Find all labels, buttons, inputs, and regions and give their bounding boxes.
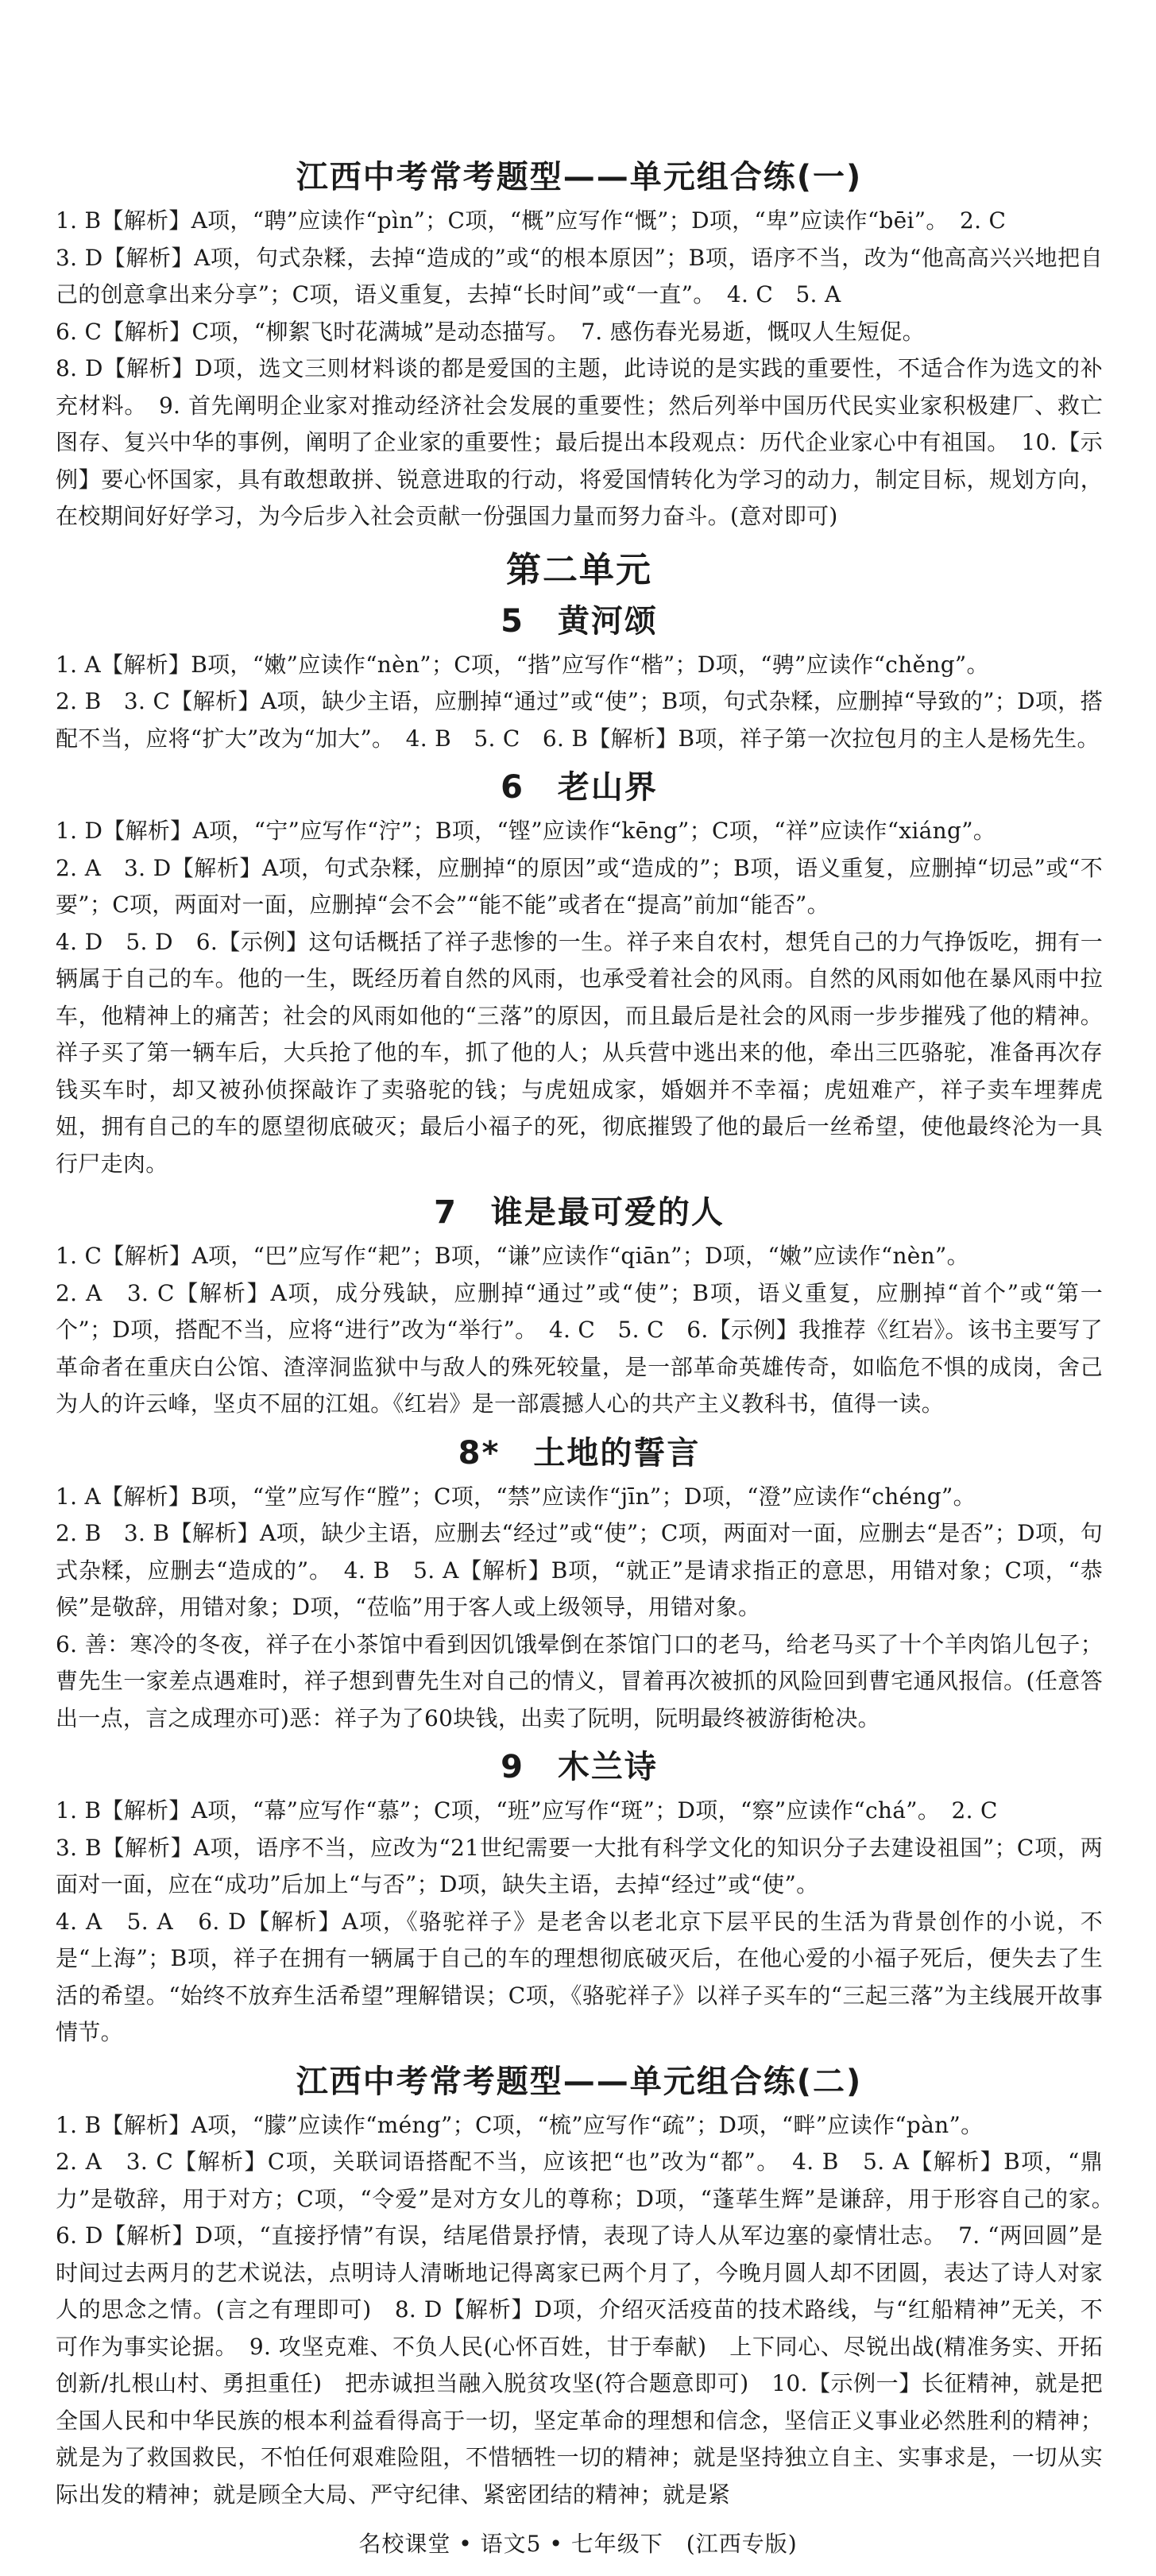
section-title: 9 木兰诗: [501, 1749, 658, 1785]
answer-section: [56, 1192, 1103, 1423]
answer-paragraph: 1. D【解析】A项，“宁”应写作“泞”；B项，“铿”应读作“kēng”；C项，“祥”应读作“xiáng”。: [56, 818, 996, 844]
answer-paragraph: 1. B【解析】A项，“聘”应读作“pìn”；C项，“概”应写作“慨”；D项，“卑”应读作“bēi”。 2. C: [56, 207, 1007, 234]
answer-paragraph: 2. B 3. B【解析】A项，缺少主语，应删去“经过”或“使”；C项，两面对一面，应删去“是否”；D项，句式杂糅，应删去“造成的”。 4. B 5. A【解析】B项，“就正”是请求指正的意思，用错对象；C项，“恭候”是敬辞，用错对象；D项，“莅临”用于客人或上级领导，用错对象。: [56, 1520, 1103, 1620]
section-title: 江西中考常考题型——单元组合练(二): [296, 2063, 863, 2100]
answer-paragraph: 3. B【解析】A项，语序不当，应改为“21世纪需要一大批有科学文化的知识分子去建设祖国”；C项，两面对一面，应在“成功”后加上“与否”；D项，缺失主语，去掉“经过”或“使”。: [56, 1834, 1103, 1897]
answer-paragraph: 6. C【解析】C项，“柳絮飞时花满城”是动态描写。 7. 感伤春光易逝，慨叹人生短促。: [56, 318, 925, 345]
answer-content: [56, 147, 1126, 2513]
section-title: 第二单元: [506, 549, 652, 590]
answer-section: [56, 767, 1103, 1182]
section-title: 8* 土地的誓言: [458, 1434, 701, 1472]
section-title: 江西中考常考题型——单元组合练(一): [296, 159, 863, 195]
answer-section: [56, 157, 1103, 536]
answer-section: [56, 1433, 1103, 1738]
answer-paragraph: 2. A 3. C【解析】A项，成分残缺，应删掉“通过”或“使”；B项，语义重复，应删掉“首个”或“第一个”；D项，搭配不当，应将“进行”改为“举行”。 4. C 5. C 6.【示例】我推荐《红岩》。该书主要写了革命者在重庆白公馆、渣滓洞监狱中与敌人的殊死较量，是一部革命英雄传奇，如临危不惧的成岗，舍己为人的许云峰，坚贞不屈的江姐。《红岩》是一部震撼人心的共产主义教科书，值得一读。: [56, 1279, 1103, 1417]
answer-paragraph: 3. D【解析】A项，句式杂糅，去掉“造成的”或“的根本原因”；B项，语序不当，改为“他高高兴兴地把自己的创意拿出来分享”；C项，语义重复，去掉“长时间”或“一直”。 4. C 5. A: [56, 244, 1103, 307]
answer-section: [56, 1746, 1103, 2052]
answer-section: [56, 550, 1103, 591]
answer-paragraph: 8. D【解析】D项，选文三则材料谈的都是爱国的主题，此诗说的是实践的重要性，不适合作为选文的补充材料。 9. 首先阐明企业家对推动经济社会发展的重要性；然后列举中国历代民实业家积极建厂、救亡图存、复兴中华的事例，阐明了企业家的重要性；最后提出本段观点：历代企业家心中有祖国。 10.【示例】要心怀国家，具有敢想敢拼、锐意进取的行动，将爱国情转化为学习的动力，制定目标，规划方向，在校期间好好学习，为今后步入社会贡献一份强国力量而努力奋斗。(意对即可): [56, 355, 1103, 529]
answer-paragraph: 2. A 3. C【解析】C项，关联词语搭配不当，应该把“也”改为“都”。 4. B 5. A【解析】B项，“鼎力”是敬辞，用于对方；C项，“令爱”是对方女儿的尊称；D项，“蓬荜生辉”是谦辞，用于形容自己的家。 6. D【解析】D项，“直接抒情”有误，结尾借景抒情，表现了诗人从军边塞的豪情壮志。 7. “两回圆”是时间过去两月的艺术说法，点明诗人清晰地记得离家已两个月了，今晚月圆人却不团圆，表达了诗人对家人的思念之情。(言之有理即可) 8. D【解析】D项，介绍灭活疫苗的技术路线，与“红船精神”无关，不可作为事实论据。 9. 攻坚克难、不负人民(心怀百姓，甘于奉献) 上下同心、尽锐出战(精准务实、开拓创新/扎根山村、勇担重任) 把赤诚担当融入脱贫攻坚(符合题意即可) 10.【示例一】长征精神，就是把全国人民和中华民族的根本利益看得高于一切，坚定革命的理想和信念，坚信正义事业必然胜利的精神；就是为了救国救民，不怕任何艰难险阻，不惜牺牲一切的精神；就是坚持独立自主、实事求是，一切从实际出发的精神；就是顾全大局、严守纪律、紧密团结的精神；就是紧: [56, 2149, 1126, 2508]
answer-paragraph: 1. B【解析】A项，“朦”应读作“méng”；C项，“梳”应写作“疏”；D项，“畔”应读作“pàn”。: [56, 2111, 984, 2138]
section-title: 7 谁是最可爱的人: [434, 1194, 725, 1231]
answer-section: [56, 2061, 1126, 2514]
section-title: 5 黄河颂: [501, 602, 658, 640]
page-footer: 名校课堂 • 语文5 • 七年级下 (江西专版): [358, 2531, 798, 2557]
section-title: 6 老山界: [501, 769, 658, 806]
answer-paragraph: 1. B【解析】A项，“幕”应写作“慕”；C项，“班”应写作“斑”；D项，“察”应读作“chá”。 2. C: [56, 1797, 998, 1824]
answer-paragraph: 4. D 5. D 6.【示例】这句话概括了祥子悲惨的一生。祥子来自农村，想凭自己的力气挣饭吃，拥有一辆属于自己的车。他的一生，既经历着自然的风雨，也承受着社会的风雨。自然的风雨如他在暴风雨中拉车，他精神上的痛苦；社会的风雨如他的“三落”的原因，而且最后是社会的风雨一步步摧残了他的精神。祥子买了第一辆车后，大兵抢了他的车，抓了他的人；从兵营中逃出来的他，牵出三匹骆驼，准备再次存钱买车时，却又被孙侦探敲诈了卖骆驼的钱；与虎妞成家，婚姻并不幸福；虎妞难产，祥子卖车埋葬虎妞，拥有自己的车的愿望彻底破灭；最后小福子的死，彻底摧毁了他的最后一丝希望，使他最终沦为一具行尸走肉。: [56, 928, 1103, 1177]
answer-paragraph: 6. 善：寒冷的冬夜，祥子在小茶馆中看到因饥饿晕倒在茶馆门口的老马，给老马买了十个羊肉馅儿包子；曹先生一家差点遇难时，祥子想到曹先生对自己的情义，冒着再次被抓的风险回到曹宅通风报信。(任意答出一点，言之成理亦可)恶：祥子为了60块钱，出卖了阮明，阮明最终被游街枪决。: [56, 1630, 1103, 1731]
answer-paragraph: 2. B 3. C【解析】A项，缺少主语，应删掉“通过”或“使”；B项，句式杂糅，应删掉“导致的”；D项，搭配不当，应将“扩大”改为“加大”。 4. B 5. C 6. B【解析】B项，祥子第一次拉包月的主人是杨先生。: [56, 688, 1103, 752]
answer-paragraph: 2. A 3. D【解析】A项，句式杂糅，应删掉“的原因”或“造成的”；B项，语义重复，应删掉“切忌”或“不要”；C项，两面对一面，应删掉“会不会”“能不能”或者在“提高”前加“能否”。: [56, 854, 1103, 918]
answer-paragraph: 4. A 5. A 6. D【解析】A项，《骆驼祥子》是老舍以老北京下层平民的生活为背景创作的小说，不是“上海”；B项，祥子在拥有一辆属于自己的车的理想彻底破灭后，在他心爱的小福子死后，便失去了生活的希望。“始终不放弃生活希望”理解错误；C项，《骆驼祥子》以祥子买车的“三起三落”为主线展开故事情节。: [56, 1908, 1103, 2045]
answer-paragraph: 1. C【解析】A项，“巴”应写作“耙”；B项，“谦”应读作“qiān”；D项，“嫩”应读作“nèn”。: [56, 1243, 969, 1269]
answer-paragraph: 1. A【解析】B项，“嫩”应读作“nèn”；C项，“揩”应写作“楷”；D项，“骋”应读作“chěng”。: [56, 651, 989, 678]
answer-section: [56, 601, 1103, 758]
answer-paragraph: 1. A【解析】B项，“堂”应写作“膛”；C项，“禁”应读作“jīn”；D项，“澄”应读作“chéng”。: [56, 1483, 976, 1510]
